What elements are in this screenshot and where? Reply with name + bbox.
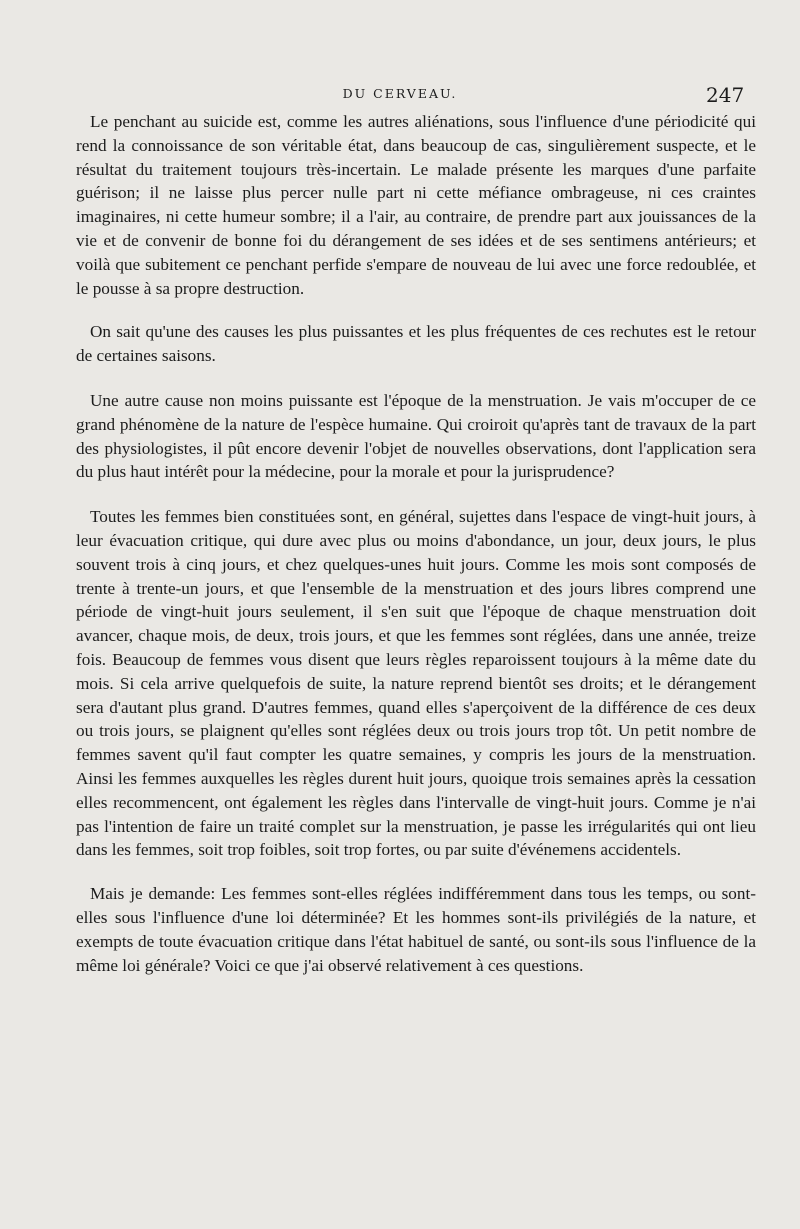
paragraph-5: Mais je demande: Les femmes sont-elles réglées indifféremment dans tous les temps, ou sont-elles sous l'influence d'une loi déterminée? Et les hommes sont-ils privilégiés de la nature, et exempts de toute évacuation critique dans l'état habituel de santé, ou sont-ils sous l'influence de la même loi générale? Voici ce que j'ai observé relativement à ces questions. <box>76 884 756 975</box>
paragraph-4: Toutes les femmes bien constituées sont, en général, sujettes dans l'espace de vingt-huit jours, à leur évacuation critique, qui dure avec plus ou moins d'abondance, un jour, deux jours, le plus souvent trois à cinq jours, et chez quelques-unes huit jours. Comme les mois sont composés de trente à trente-un jours, et que l'ensemble de la menstruation et des jours libres comprend une période de vingt-huit jours seulement, il s'en suit que l'époque de chaque menstruation doit avancer, chaque mois, de deux, trois jours, et que les femmes sont réglées, dans une année, treize fois. Beaucoup de femmes vous disent que leurs règles reparoissent toujours à la même date du mois. Si cela arrive quelquefois de suite, la nature reprend bientôt ses droits; et le dérangement sera d'autant plus grand. D'autres femmes, quand elles s'aperçoivent de la différence de ces deux ou trois jours, se plaignent qu'elles sont réglées deux ou trois jours trop tôt. Un petit nombre de femmes savent qu'il faut compter les quatre semaines, y compris les jours de la menstruation. Ainsi les femmes auxquelles les règles durent huit jours, quoique trois semaines après la cessation elles recommencent, ont également les règles dans l'intervalle de vingt-huit jours. Comme je n'ai pas l'intention de faire un traité complet sur la menstruation, je passe les irrégularités qui ont lieu dans les femmes, soit trop foibles, soit trop fortes, ou par suite d'événemens accidentels. <box>76 507 756 860</box>
paragraph-3: Une autre cause non moins puissante est l'époque de la menstruation. Je vais m'occuper de ce grand phénomène de la nature de l'espèce humaine. Qui croiroit qu'après tant de travaux de la part des physiologistes, il pût encore devenir l'objet de nouvelles observations, dont l'application sera du plus haut intérêt pour la médecine, pour la morale et pour la jurisprudence? <box>76 390 756 482</box>
running-head: DU CERVEAU. <box>342 86 458 101</box>
paragraph-1: Le penchant au suicide est, comme les autres aliénations, sous l'influence d'une périodicité qui rend la connoissance de son véritable état, dans beaucoup de cas, singulièrement suspecte, et le résultat du traitement toujours très-incertain. Le malade présente les marques d'une parfaite guérison; il ne laisse plus percer nulle part ni cette méfiance ombrageuse, ni ces craintes imaginaires, ni cette humeur sombre; il a l'air, au contraire, de prendre part aux jouissances de la vie et de convenir de bonne foi du dérangement de ses idées et de ses sentimens antérieurs; et voilà que subitement ce penchant perfide s'empare de nouveau de lui avec une force redoublée, et le pousse à sa propre destruction. <box>76 112 756 298</box>
page-number: 247 <box>706 83 745 107</box>
body-text <box>76 110 756 977</box>
paragraph-2: On sait qu'une des causes les plus puissantes et les plus fréquentes de ces rechutes est le retour de certaines saisons. <box>76 322 756 366</box>
